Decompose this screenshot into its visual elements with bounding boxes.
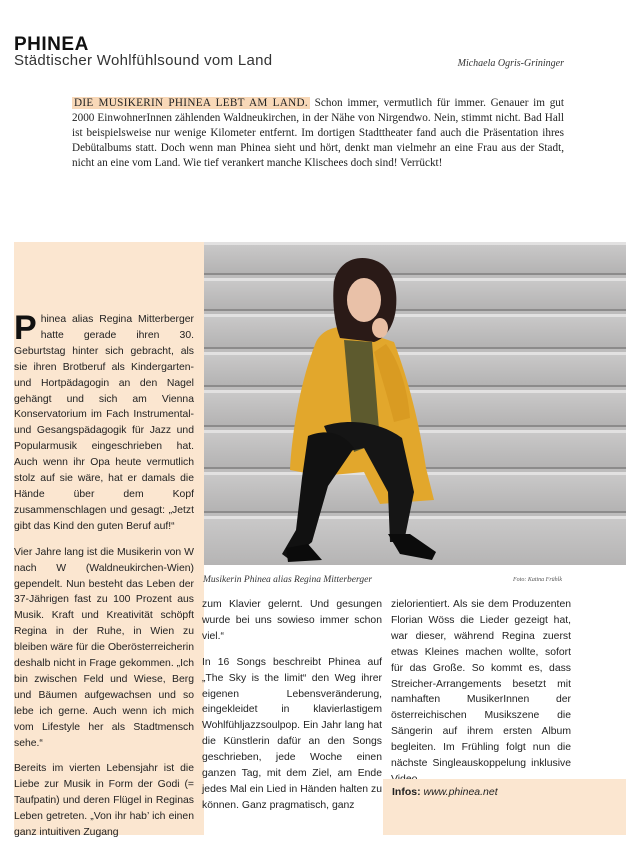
photo-credit: Foto: Katina Frühlk	[513, 577, 562, 583]
photo-caption: Musikerin Phinea alias Regina Mitterberger	[203, 575, 373, 585]
intro-kicker: DIE MUSIKERIN PHINEA LEBT AM LAND.	[74, 97, 308, 109]
column3-paragraph-1: zielorientiert. Als sie dem Produzenten Florian Wöss die Lieder gezeigt hat, war dieser, während Regina zuerst etwas Kleines machen wollte, sofort für das Große. So kommt es, dass Streicher-Arrangements besetzt mit namhaften MusikerInnen der österreichischen Musikszene die Sängerin auf ihrem ersten Album begleiten. Im Frühling folgt nun die nächste Singleauskoppelung inklusive	[391, 599, 571, 770]
article-subtitle: Städtischer Wohlfühlsound vom Land	[14, 52, 273, 69]
article-photo	[204, 242, 626, 565]
column1-paragraph-1	[14, 309, 194, 535]
author-byline: Michaela Ogris-Grininger	[457, 58, 564, 69]
intro-body: Schon immer, vermutlich für immer. Genauer im gut 2000 EinwohnerInnen zählenden Waldneukirchen, in der Nähe von Nirgendwo. Nein, stimmt nicht. Bad Hall ist beispielsweise nur wenige Kilometer entfernt. Im dortigen Stadttheater fand auch die Präsentation ihres Debütalbums statt. Doch wenn man Phinea sieht und hört, denkt man vielmehr an eine Frau aus der Stadt, nicht an eine vom Land. Wie tief verankert manche Klischees doch sind! Verrückt!	[72, 97, 564, 169]
infos-line	[392, 786, 498, 798]
intro-paragraph	[72, 96, 564, 171]
woman-sitting-illustration	[204, 242, 626, 565]
text-column-3	[391, 597, 571, 798]
text-column-1	[14, 309, 194, 851]
column1-paragraph-2: Vier Jahre lang ist die Musikerin von W nach W (Waldneukirchen-Wien) gependelt. Nun besteht das Leben der 37-Jährigen fast zu 100 Prozent aus Musik. Kraft und Kreativität schöpft Regina in der Ruhe, in Wien zu bleiben wäre für die Oberösterreicherin deshalb nicht in Frage gekommen. „Ich bin zwischen Feld und Wiese, Berg und Bäumen aufgewachsen und so lebe ich gerne. Auch wenn ich mich vom Lifestyle her als Stadtmensch sehe.“	[14, 546, 194, 749]
infos-website-link[interactable]: www.phinea.net	[423, 786, 498, 798]
column2-paragraph-1: zum Klavier gelernt. Und gesungen wurde bei uns sowieso immer schon viel.“	[202, 599, 382, 642]
column1-paragraph-1-text: hinea alias Regina Mitterberger hatte gerade ihren 30. Geburtstag hinter sich gebracht, als sie ihren Brotberuf als Kindergarten- und Hortpädagogin an den Nagel gehängt und sich am Vienna Konservatorium im Fach Instrumental- und Gesangspädagogik für Jazz und Popularmusik eingeschrieben hat. Auch wenn ihr Opa heute vermutlich stolz auf sie wäre, hat er damals die Hände über dem Kopf zusammenschlagen und gesagt: „Jetzt gibt das Kind den guten Beruf auf!“	[14, 314, 194, 532]
drop-cap: P	[14, 309, 37, 347]
article-title: PHINEA	[14, 34, 89, 55]
column1-paragraph-3: Bereits im vierten Lebensjahr ist die Liebe zur Musik in Form der Godi (= Taufpatin) und deren Flügel in Reginas Leben getreten. „Von ihr hab’ ich einen ganz intuitiven Zugang	[14, 763, 194, 839]
infos-label: Infos:	[392, 786, 421, 798]
column2-paragraph-2: In 16 Songs beschreibt Phinea auf „The Sky is the limit“ den Weg ihrer eigenen Lebensveränderung, eingekleidet in klavierlastigem Wohlfühljazzsoulpop. Ein Jahr lang hat die Künstlerin dafür an den Songs geschrieben, jede Woche einen ganzen Tag, mit dem Ziel, am Ende jedes Mal ein Lied in Händen halten zu können. Ganz pragmatisch, ganz	[202, 656, 382, 811]
text-column-2	[202, 597, 382, 824]
